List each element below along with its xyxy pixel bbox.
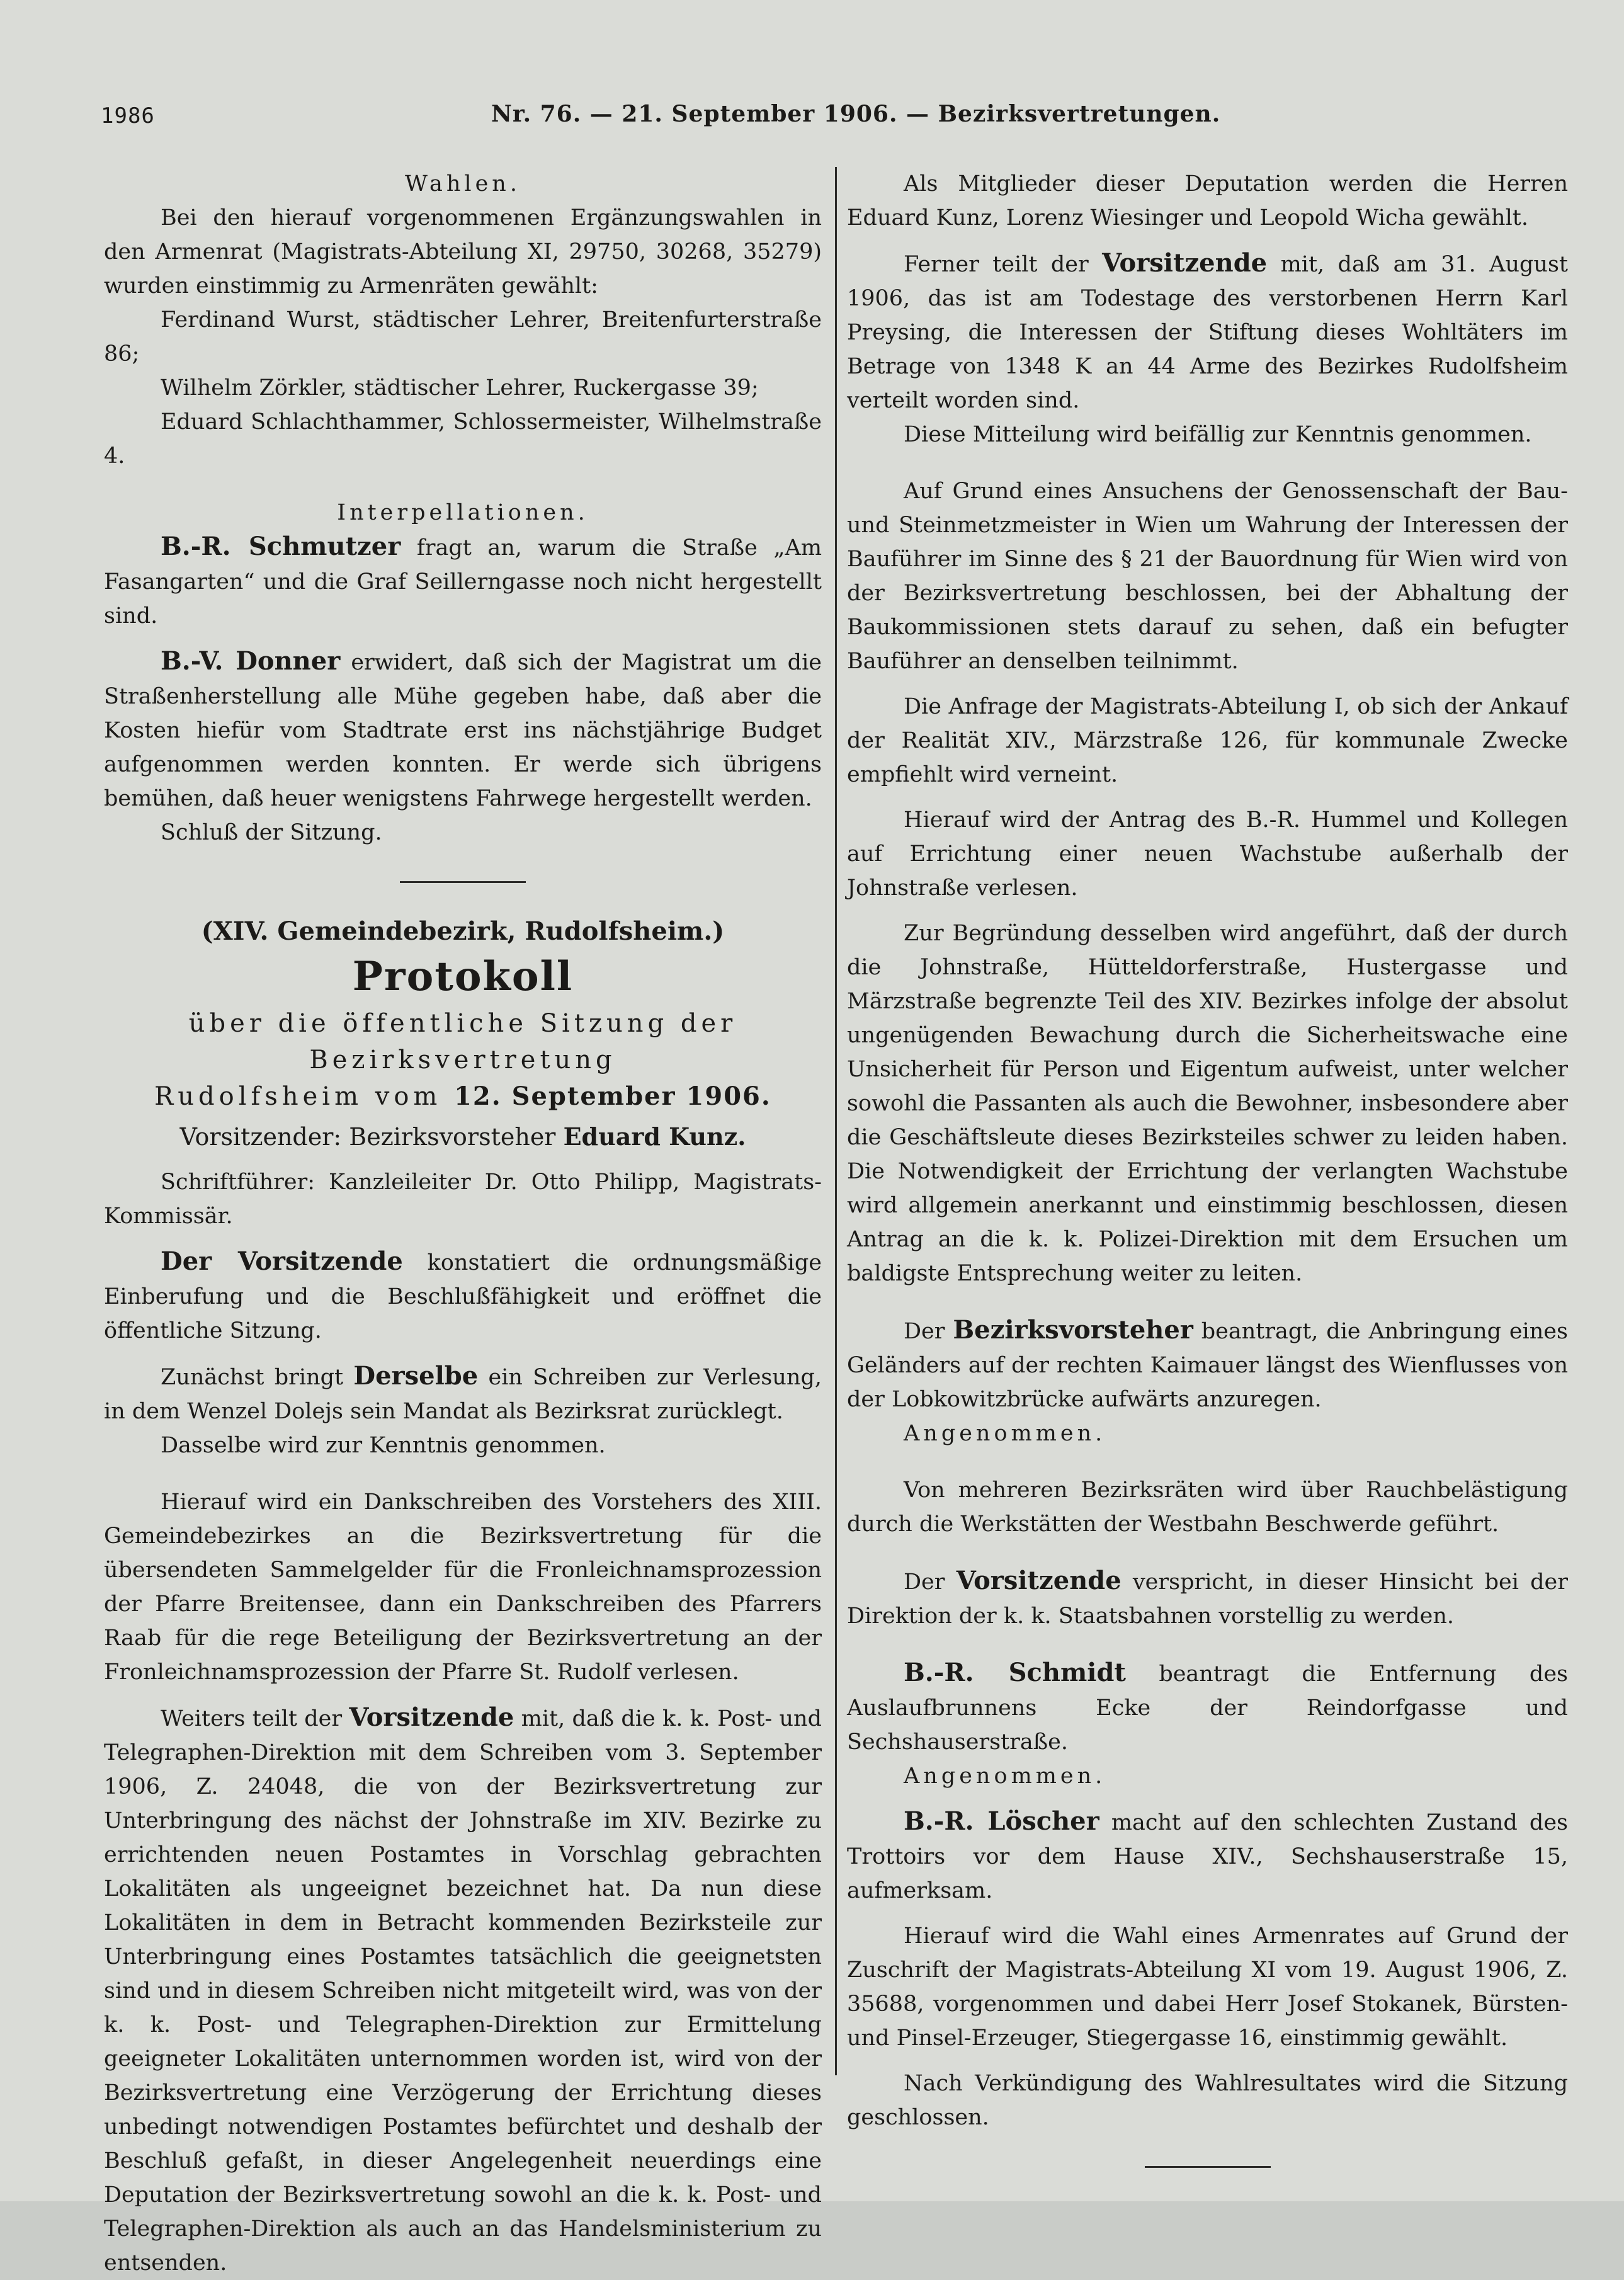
speaker-name: Vorsitzende — [1102, 248, 1268, 278]
page-header — [101, 94, 1524, 132]
paragraph-deputation: Als Mitglieder dieser Deputation werden die Herren Eduard Kunz, Lorenz Wiesinger und Leopold Wicha gewählt. — [847, 171, 1568, 231]
paragraph-prefix: Zunächst bringt — [161, 1365, 344, 1390]
paragraph-railways — [847, 1564, 1568, 1633]
paragraph-fountain — [847, 1656, 1568, 1759]
paragraph-text: konstatiert die ordnungsmäßige Einberufung und die Beschlußfähigkeit und eröffnet die öffentliche Sitzung. — [104, 1250, 822, 1343]
running-title: Nr. 76. — 21. September 1906. — Bezirksvertretungen. — [491, 101, 1221, 127]
paragraph-motion: Hierauf wird der Antrag des B.-R. Hummel und Kollegen auf Errichtung einer neuen Wachstube außerhalb der Johnstraße verlesen. — [847, 807, 1568, 901]
speaker-name: Derselbe — [353, 1361, 479, 1391]
right-column — [847, 167, 1568, 2199]
protokoll-subtitle-2 — [104, 1078, 822, 1115]
speaker-name: Der Vorsitzende — [161, 1246, 403, 1276]
section-rule — [1145, 2166, 1271, 2168]
paragraph-text: erwidert, daß sich der Magistrat um die Straßenherstellung alle Mühe gegeben habe, daß aber die Kosten hiefür vom Stadtrate erst ins nächstjährige Budget aufgenommen werden konnten. Er werde sich übrigens bemühen, daß heuer wenigstens Fahrwege hergestellt werden. — [104, 650, 822, 811]
paragraph-text: mit, daß am 31. August 1906, das ist am Todestage des verstorbenen Herrn Karl Preysing, die Interessen der Stiftung dieses Wohltäters im Betrage von 1348 K an 44 Arme des Bezirkes Rudolfsheim verteilt worden sind. — [847, 252, 1568, 413]
speaker-name: B.-V. Donner — [161, 646, 341, 676]
paragraph-text: ein Schreiben zur Verlesung, in dem Wenzel Dolejs sein Mandat als Bezirksrat zurücklegt. — [104, 1365, 822, 1424]
paragraph-noted: Dasselbe wird zur Kenntnis genommen. — [161, 1433, 606, 1458]
interpellation-1 — [104, 530, 822, 633]
speaker-name: B.-R. Schmidt — [904, 1658, 1126, 1687]
paragraph-text: macht auf den schlechten Zustand des Trottoirs vor dem Hause XIV., Sechshauserstraße 15, aufmerksam. — [847, 1810, 1568, 1903]
paragraph-text: verspricht, in dieser Hinsicht bei der Direktion der k. k. Staatsbahnen vorstellig zu werden. — [847, 1570, 1568, 1629]
paragraph-text: mit, daß die k. k. Post- und Telegraphen-Direktion mit dem Schreiben vom 3. September 1906, Z. 24048, die von der Bezirksvertretung zur Unterbringung des nächst der Johnstraße im XIV. Bezirke zu errichtenden neuen Postamtes in Vorschlag gebrachten Lokalitäten als ungeeignet bezeichnet hat. Da nun diese Lokalitäten in dem in Betracht kommenden Bezirksteile zur Unterbringung eines Postamtes tatsächlich die geeignetsten sind und in diesem Schreiben nicht mitgeteilt wird, was von der k. k. Post- und Telegraphen-Direktion zur Ermittelung geeigneter Lokalitäten unternommen worden ist, wird von der Bezirksvertretung eine Verzögerung der Errichtung dieses unbedingt notwendigen Postamtes befürchtet und deshalb der Beschluß gefaßt, in dieser Angelegenheit neuerdings eine Deputation der Bezirksvertretung sowohl an die k. k. Post- und Telegraphen-Direktion als auch an das Handelsministerium zu entsenden. — [104, 1706, 822, 2276]
paragraph-prefix: Der — [904, 1570, 945, 1595]
left-column — [104, 167, 822, 2280]
speaker-name: Bezirksvorsteher — [953, 1315, 1193, 1345]
speaker-name: B.-R. Schmutzer — [161, 532, 401, 561]
schriftfuehrer-line: Schriftführer: Kanzleileiter Dr. Otto Philipp, Magistrats-Kommissär. — [104, 1170, 822, 1229]
list-item: Wilhelm Zörkler, städtischer Lehrer, Ruckergasse 39; — [161, 375, 759, 401]
session-close: Schluß der Sitzung. — [161, 820, 382, 845]
paragraph-smoke: Von mehreren Bezirksräten wird über Rauchbelästigung durch die Werkstätten der Westbahn Beschwerde geführt. — [847, 1478, 1568, 1537]
list-item: Ferdinand Wurst, städtischer Lehrer, Breitenfurterstraße 86; — [104, 307, 822, 367]
paragraph-resignation — [104, 1359, 822, 1428]
paragraph-accepted: Angenommen. — [904, 1421, 1106, 1446]
section-rule — [400, 881, 526, 883]
paragraph-builders: Auf Grund eines Ansuchens der Genossenschaft der Bau- und Steinmetzmeister in Wien um Wahrung der Interessen der Bauführer im Sinne des § 21 der Bauordnung für Wien wird von der Bezirksvertretung beschlossen, bei der Abhaltung der Baukommissionen stets darauf zu sehen, daß ein befugter Bauführer an denselben teilnimmt. — [847, 479, 1568, 674]
subtitle-prefix: Rudolfsheim vom — [154, 1082, 442, 1111]
session-date: 12. September 1906. — [454, 1081, 771, 1111]
column-divider — [835, 167, 837, 2075]
paragraph-prefix: Der — [904, 1319, 945, 1344]
protokoll-subtitle-1: über die öffentliche Sitzung der Bezirksvertretung — [188, 1009, 737, 1074]
paragraph-closing: Nach Verkündigung des Wahlresultates wird die Sitzung geschlossen. — [847, 2071, 1568, 2130]
paragraph-noted: Diese Mitteilung wird beifällig zur Kenntnis genommen. — [904, 422, 1532, 447]
interpellation-2 — [104, 644, 822, 816]
paragraph-accepted: Angenommen. — [904, 1764, 1106, 1789]
paragraph-foundation — [847, 246, 1568, 418]
paragraph-railing — [847, 1313, 1568, 1416]
paragraph-text: fragt an, warum die Straße „Am Fasangarten“ und die Graf Seillerngasse noch nicht hergestellt sind. — [104, 535, 822, 629]
paragraph-prefix: Ferner teilt der — [904, 252, 1089, 277]
wahlen-text: Bei den hierauf vorgenommenen Ergänzungswahlen in den Armenrat (Magistrats-Abteilung XI, 29750, 30268, 35279) wurden einstimmig zu Armenräten gewählt: — [104, 205, 822, 299]
paragraph-post-office — [104, 1701, 822, 2280]
chair-prefix: Vorsitzender: Bezirksvorsteher — [179, 1123, 556, 1151]
chairman-line — [104, 1120, 822, 1154]
speaker-name: Vorsitzende — [956, 1566, 1121, 1595]
paragraph-opening — [104, 1245, 822, 1348]
paragraph-prefix: Weiters teilt der — [161, 1706, 343, 1731]
paragraph-thanks: Hierauf wird ein Dankschreiben des Vorstehers des XIII. Gemeindebezirkes an die Bezirksvertretung für die übersendeten Sammelgelder für die Fronleichnamsprozession der Pfarre Breitensee, dann ein Dankschreiben des Pfarrers Raab für die rege Beteiligung der Bezirksvertretung an der Fronleichnamsprozession der Pfarre St. Rudolf verlesen. — [104, 1490, 822, 1685]
interpellationen-heading: Interpellationen. — [337, 500, 589, 525]
speaker-name: Vorsitzende — [349, 1702, 514, 1732]
page-number: 1986 — [101, 103, 155, 128]
paragraph-inquiry: Die Anfrage der Magistrats-Abteilung I, ob sich der Ankauf der Realität XIV., Märzstraße 126, für kommunale Zwecke empfiehlt wird verneint. — [847, 694, 1568, 787]
paragraph-text: beantragt die Entfernung des Auslaufbrunnens Ecke der Reindorfgasse und Sechshauserstraße. — [847, 1662, 1568, 1755]
paragraph-text: beantragt, die Anbringung eines Geländers auf der rechten Kaimauer längst des Wienflusses von der Lobkowitzbrücke aufwärts anzuregen. — [847, 1319, 1568, 1412]
protokoll-title: Protokoll — [352, 953, 574, 1000]
wahlen-list — [104, 303, 822, 473]
speaker-name: B.-R. Löscher — [904, 1806, 1099, 1836]
list-item: Eduard Schlachthammer, Schlossermeister, Wilhelmstraße 4. — [104, 409, 822, 469]
paragraph-justification: Zur Begründung desselben wird angeführt, daß der durch die Johnstraße, Hütteldorferstraße, Hustergasse und Märzstraße begrenzte Teil des XIV. Bezirkes infolge der absolut ungenügenden Bewachung durch die Sicherheitswache eine Unsicherheit für Person und Eigentum aufweist, unter welcher sowohl die Passanten als auch die Bewohner, insbesondere aber die Geschäftsleute dieses Bezirksteiles schwer zu leiden haben. Die Notwendigkeit der Errichtung der verlangten Wachstube wird allgemein anerkannt und einstimmig beschlossen, diesen Antrag an die k. k. Polizei-Direktion mit dem Ersuchen um baldigste Entsprechung weiter zu leiten. — [847, 921, 1568, 1286]
paragraph-election: Hierauf wird die Wahl eines Armenrates auf Grund der Zuschrift der Magistrats-Abteilung XI vom 19. August 1906, Z. 35688, vorgenommen und dabei Herr Josef Stokanek, Bürsten- und Pinsel-Erzeuger, Stiegergasse 16, einstimmig gewählt. — [847, 1924, 1568, 2051]
wahlen-heading: Wahlen. — [405, 171, 521, 197]
district-heading: (XIV. Gemeindebezirk, Rudolfsheim.) — [201, 916, 725, 946]
paragraph-sidewalk — [847, 1804, 1568, 1908]
chair-name: Eduard Kunz. — [563, 1122, 746, 1151]
